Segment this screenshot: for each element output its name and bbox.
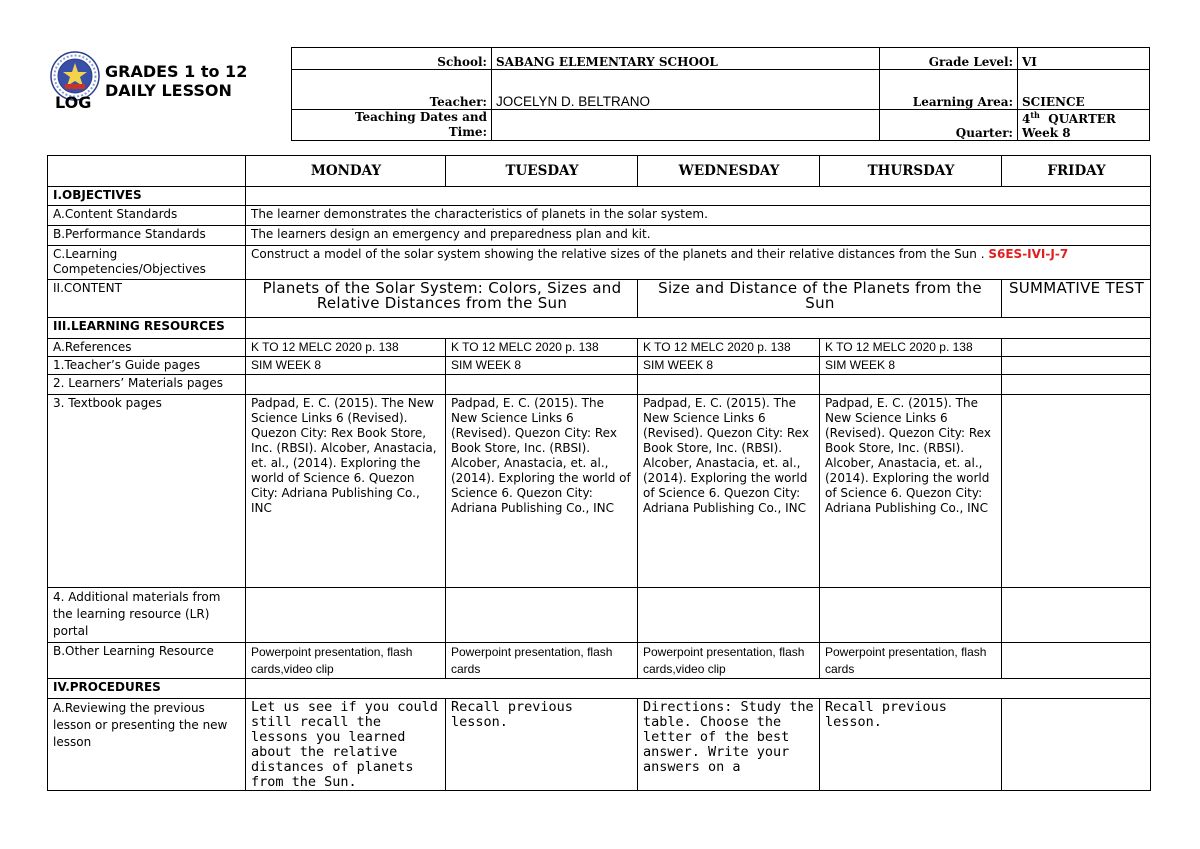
- title-line-1: GRADES 1 to 12: [105, 62, 248, 81]
- additional-materials-fri: [1002, 588, 1151, 643]
- additional-materials-thu: [820, 588, 1002, 643]
- review-thu-text: Recall previous lesson.: [825, 700, 947, 730]
- teacher-value: JOCELYN D. BELTRANO: [492, 70, 880, 110]
- review-mon-text: Let us see if you could still recall the lessons you learned about the relative distances of planets from the Sun.: [251, 700, 438, 790]
- learners-materials-mon: [246, 375, 446, 395]
- teaching-dates-label-2: Time:: [448, 125, 487, 139]
- other-resources-fri: [1002, 643, 1151, 679]
- performance-standards-text: The learners design an emergency and preparedness plan and kit.: [246, 226, 1151, 246]
- other-resources-label: B.Other Learning Resource: [48, 643, 246, 679]
- day-thursday: THURSDAY: [820, 156, 1002, 187]
- references-mon: K TO 12 MELC 2020 p. 138: [246, 339, 446, 357]
- teacher-label: Teacher:: [292, 70, 492, 110]
- title-line-3: LOG: [55, 93, 92, 112]
- competencies-label-1: C.Learning: [53, 247, 118, 261]
- competencies-text: [246, 246, 1151, 280]
- school-value: SABANG ELEMENTARY SCHOOL: [492, 48, 880, 70]
- review-wed-text: Directions: Study the table. Choose the letter of the best answer. Write your answers on a: [643, 700, 814, 775]
- textbook-fri: [1002, 395, 1151, 588]
- quarter-text: QUARTER Week 8: [1022, 112, 1116, 140]
- additional-materials-mon: [246, 588, 446, 643]
- other-resources-tue: Powerpoint presentation, flash cards: [446, 643, 638, 679]
- teachers-guide-fri: [1002, 357, 1151, 375]
- references-thu: K TO 12 MELC 2020 p. 138: [820, 339, 1002, 357]
- lesson-log-header: [47, 47, 1150, 140]
- content-standards-label: A.Content Standards: [48, 206, 246, 226]
- textbook-thu: Padpad, E. C. (2015). The New Science Links 6 (Revised). Quezon City: Rex Book Store, Inc. (RBSI). Alcober, Anastacia, et. al., (2014). Exploring the world of Science 6. Quezon City: Adriana Publishing Co., INC: [820, 395, 1002, 588]
- log-title: [55, 62, 247, 112]
- quarter-label: Quarter:: [880, 110, 1018, 141]
- other-resources-mon: Powerpoint presentation, flash cards,video clip: [246, 643, 446, 679]
- additional-materials-wed: [638, 588, 820, 643]
- textbook-mon: Padpad, E. C. (2015). The New Science Links 6 (Revised). Quezon City: Rex Book Store, Inc. (RBSI). Alcober, Anastacia, et. al., (2014). Exploring the world of Science 6. Quezon City: Adriana Publishing Co., INC: [246, 395, 446, 588]
- teaching-dates-value: [492, 110, 880, 141]
- teachers-guide-label: 1.Teacher’s Guide pages: [48, 357, 246, 375]
- competencies-body: Construct a model of the solar system showing the relative sizes of the planets and their relative distances from the Sun .: [251, 247, 985, 261]
- content-standards-text: The learner demonstrates the characteristics of planets in the solar system.: [246, 206, 1151, 226]
- textbook-label: 3. Textbook pages: [48, 395, 246, 588]
- content-fri: SUMMATIVE TEST: [1002, 280, 1151, 318]
- references-label: A.References: [48, 339, 246, 357]
- grade-level-label: Grade Level:: [880, 48, 1018, 70]
- review-wed: [638, 699, 820, 791]
- day-tuesday: TUESDAY: [446, 156, 638, 187]
- other-resources-thu: Powerpoint presentation, flash cards: [820, 643, 1002, 679]
- learners-materials-thu: [820, 375, 1002, 395]
- lesson-plan-table: [47, 155, 1151, 791]
- review-fri: [1002, 699, 1151, 791]
- day-wednesday: WEDNESDAY: [638, 156, 820, 187]
- review-tue: [446, 699, 638, 791]
- review-label: A.Reviewing the previous lesson or presenting the new lesson: [48, 699, 246, 791]
- objectives-blank: [246, 187, 1151, 206]
- learning-area-label: Learning Area:: [880, 70, 1018, 110]
- additional-materials-label: 4. Additional materials from the learning resource (LR) portal: [48, 588, 246, 643]
- procedures-blank: [246, 679, 1151, 699]
- additional-materials-tue: [446, 588, 638, 643]
- grade-level-value: VI: [1018, 48, 1150, 70]
- day-header-row: [48, 156, 1151, 187]
- textbook-tue: Padpad, E. C. (2015). The New Science Links 6 (Revised). Quezon City: Rex Book Store, Inc. (RBSI). Alcober, Anastacia, et. al., (2014). Exploring the world of Science 6. Quezon City: Adriana Publishing Co., INC: [446, 395, 638, 588]
- title-line-2: DAILY LESSON: [105, 81, 232, 100]
- competencies-label-2: Competencies/Objectives: [53, 262, 206, 276]
- objectives-heading: I.OBJECTIVES: [48, 187, 246, 206]
- school-label: School:: [292, 48, 492, 70]
- review-mon: [246, 699, 446, 791]
- performance-standards-label: B.Performance Standards: [48, 226, 246, 246]
- day-friday: FRIDAY: [1002, 156, 1151, 187]
- competency-code: S6ES-IVI-J-7: [988, 247, 1069, 261]
- logo-cell: [47, 47, 292, 140]
- references-fri: [1002, 339, 1151, 357]
- learners-materials-tue: [446, 375, 638, 395]
- day-header-blank: [48, 156, 246, 187]
- teaching-dates-label: [292, 110, 492, 141]
- learners-materials-fri: [1002, 375, 1151, 395]
- learning-resources-heading: III.LEARNING RESOURCES: [48, 318, 246, 339]
- references-wed: K TO 12 MELC 2020 p. 138: [638, 339, 820, 357]
- teachers-guide-mon: SIM WEEK 8: [246, 357, 446, 375]
- header-info-table: [291, 47, 1150, 141]
- competencies-label: [48, 246, 246, 280]
- quarter-value: [1018, 110, 1150, 141]
- day-monday: MONDAY: [246, 156, 446, 187]
- textbook-wed: Padpad, E. C. (2015). The New Science Links 6 (Revised). Quezon City: Rex Book Store, Inc. (RBSI). Alcober, Anastacia, et. al., (2014). Exploring the world of Science 6. Quezon City: Adriana Publishing Co., INC: [638, 395, 820, 588]
- review-tue-text: Recall previous lesson.: [451, 700, 573, 730]
- content-wed-thu: Size and Distance of the Planets from the Sun: [638, 280, 1002, 318]
- learning-resources-blank: [246, 318, 1151, 339]
- quarter-suffix: th: [1030, 110, 1040, 120]
- review-thu: [820, 699, 1002, 791]
- other-resources-wed: Powerpoint presentation, flash cards,video clip: [638, 643, 820, 679]
- content-mon-tue: Planets of the Solar System: Colors, Sizes and Relative Distances from the Sun: [246, 280, 638, 318]
- procedures-heading: IV.PROCEDURES: [48, 679, 246, 699]
- teachers-guide-tue: SIM WEEK 8: [446, 357, 638, 375]
- references-tue: K TO 12 MELC 2020 p. 138: [446, 339, 638, 357]
- teachers-guide-wed: SIM WEEK 8: [638, 357, 820, 375]
- learners-materials-label: 2. Learners’ Materials pages: [48, 375, 246, 395]
- teachers-guide-thu: SIM WEEK 8: [820, 357, 1002, 375]
- learning-area-value: SCIENCE: [1018, 70, 1150, 110]
- quarter-number: 4: [1022, 112, 1031, 126]
- learners-materials-wed: [638, 375, 820, 395]
- teaching-dates-label-1: Teaching Dates and: [354, 110, 487, 124]
- content-label: II.CONTENT: [48, 280, 246, 318]
